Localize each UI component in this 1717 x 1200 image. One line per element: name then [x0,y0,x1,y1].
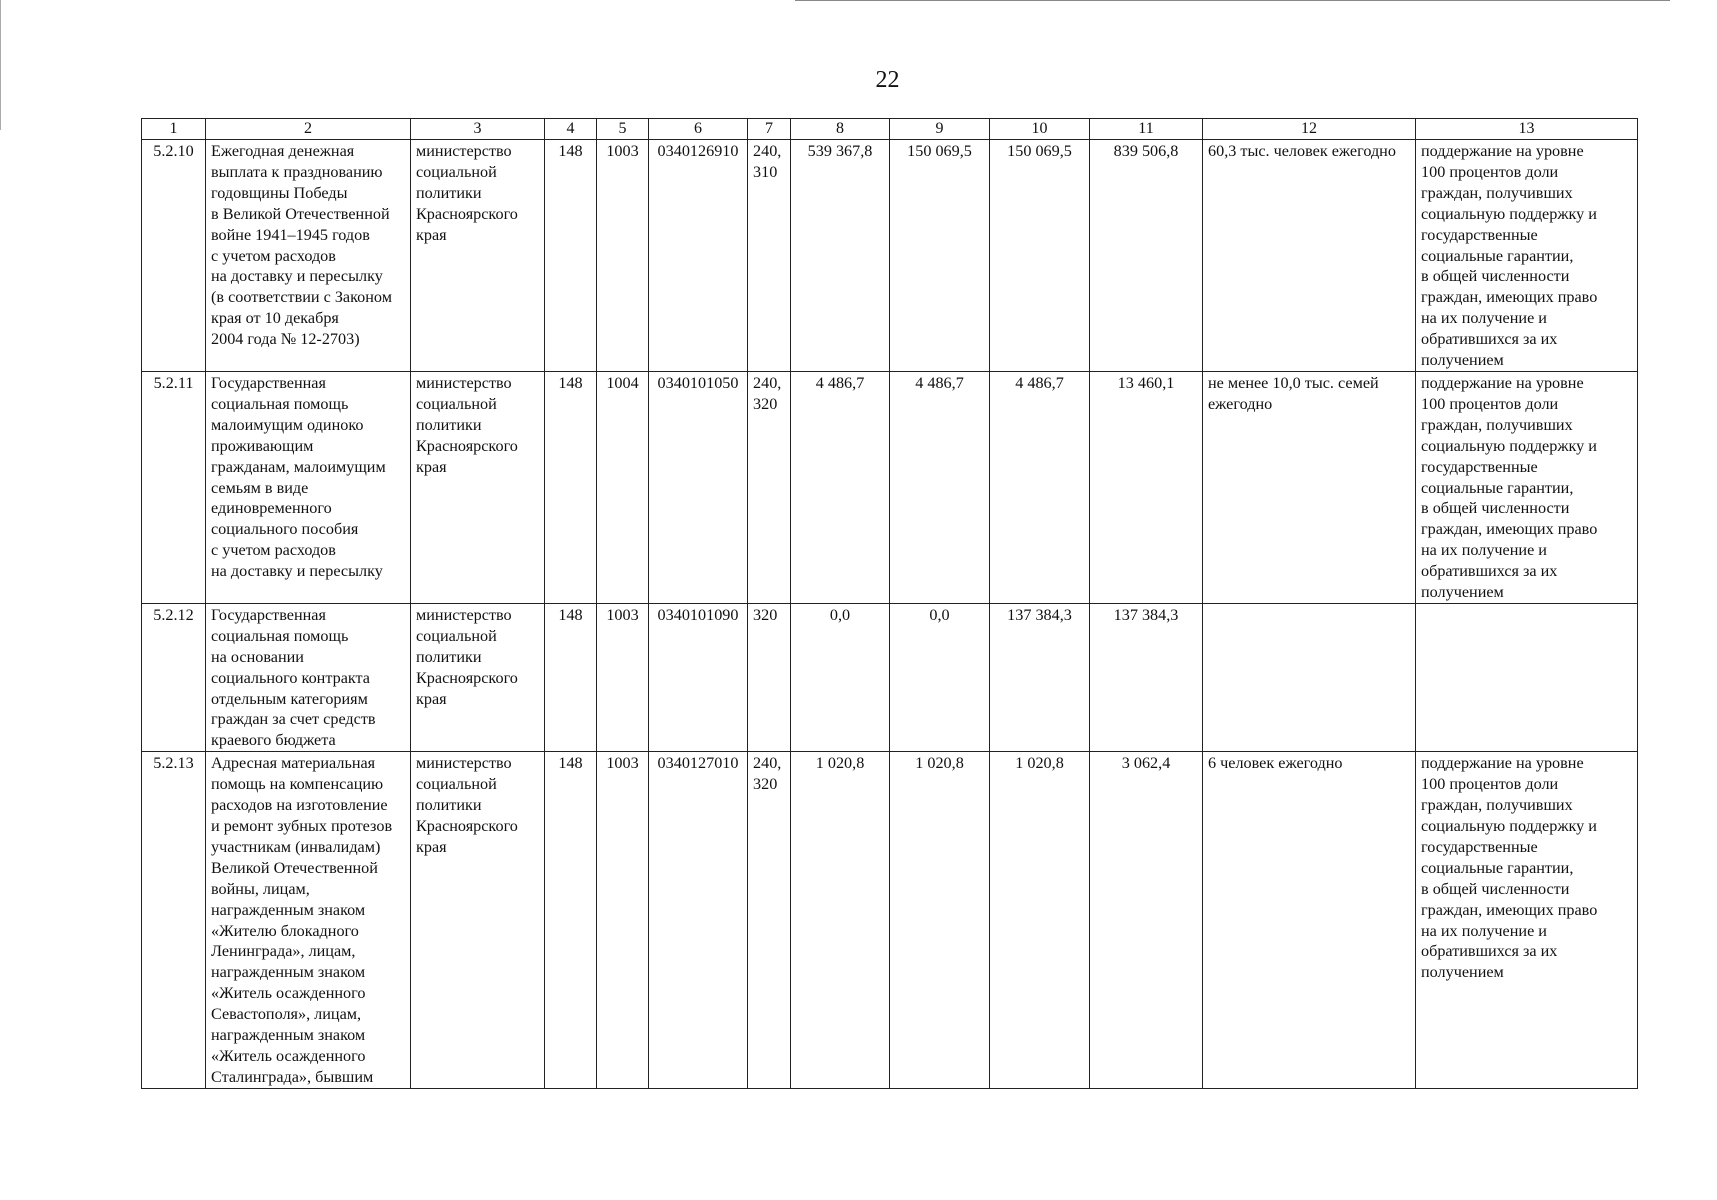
column-number-11: 11 [1090,119,1203,140]
grbs-code: 148 [545,371,597,603]
grbs-code: 148 [545,603,597,751]
scan-left-edge [0,0,4,130]
vr-code: 320 [748,603,791,751]
column-number-7: 7 [748,119,791,140]
amount-total: 3 062,4 [1090,752,1203,1089]
rzpr-code: 1004 [597,371,649,603]
table-row [142,603,1638,751]
column-number-1: 1 [142,119,206,140]
row-id: 5.2.11 [142,371,206,603]
expected-result: 6 человек ежегодно [1203,752,1416,1089]
amount-year-2: 1 020,8 [890,752,990,1089]
grbs-code: 148 [545,140,597,372]
amount-year-3: 150 069,5 [990,140,1090,372]
amount-year-1: 0,0 [791,603,890,751]
amount-total: 137 384,3 [1090,603,1203,751]
vr-code: 240, 320 [748,752,791,1089]
row-id: 5.2.10 [142,140,206,372]
row-id: 5.2.13 [142,752,206,1089]
amount-year-3: 1 020,8 [990,752,1090,1089]
goal-indicator: поддержание на уровне 100 процентов доли граждан, получивших социальную поддержку и государственные социальные гарантии, в общей численности граждан, имеющих право на их получение и обратившихся за их получением [1416,371,1638,603]
rzpr-code: 1003 [597,752,649,1089]
page-number: 22 [875,67,900,93]
column-number-3: 3 [411,119,545,140]
amount-year-2: 150 069,5 [890,140,990,372]
amount-total: 839 506,8 [1090,140,1203,372]
goal-indicator: поддержание на уровне 100 процентов доли граждан, получивших социальную поддержку и государственные социальные гарантии, в общей численности граждан, имеющих право на их получение и обратившихся за их получением [1416,140,1638,372]
table-header-row [142,119,1638,140]
csr-code: 0340127010 [649,752,748,1089]
rzpr-code: 1003 [597,140,649,372]
executor: министерство социальной политики Красноярского края [411,752,545,1089]
executor: министерство социальной политики Красноярского края [411,140,545,372]
measure-name: Государственная социальная помощь малоимущим одиноко проживающим гражданам, малоимущим семьям в виде единовременного социального пособия с учетом расходов на доставку и пересылку [206,371,411,603]
rzpr-code: 1003 [597,603,649,751]
executor: министерство социальной политики Красноярского края [411,603,545,751]
amount-year-3: 4 486,7 [990,371,1090,603]
column-number-9: 9 [890,119,990,140]
csr-code: 0340126910 [649,140,748,372]
expected-result: 60,3 тыс. человек ежегодно [1203,140,1416,372]
amount-year-3: 137 384,3 [990,603,1090,751]
column-number-13: 13 [1416,119,1638,140]
column-number-8: 8 [791,119,890,140]
budget-table [141,118,1638,1089]
table-row [142,371,1638,603]
amount-year-1: 539 367,8 [791,140,890,372]
measure-name: Адресная материальная помощь на компенсацию расходов на изготовление и ремонт зубных протезов участникам (инвалидам) Великой Отечественной войны, лицам, награжденным знаком «Жителю блокадного Ленинграда», лицам, награжденным знаком «Житель осажденного Севастополя», лицам, награжденным знаком «Житель осажденного Сталинграда», бывшим [206,752,411,1089]
column-number-5: 5 [597,119,649,140]
executor: министерство социальной политики Красноярского края [411,371,545,603]
goal-indicator: поддержание на уровне 100 процентов доли граждан, получивших социальную поддержку и государственные социальные гарантии, в общей численности граждан, имеющих право на их получение и обратившихся за их получением [1416,752,1638,1089]
expected-result: не менее 10,0 тыс. семей ежегодно [1203,371,1416,603]
csr-code: 0340101090 [649,603,748,751]
amount-total: 13 460,1 [1090,371,1203,603]
vr-code: 240, 310 [748,140,791,372]
row-id: 5.2.12 [142,603,206,751]
amount-year-1: 4 486,7 [791,371,890,603]
table-row [142,752,1638,1089]
amount-year-1: 1 020,8 [791,752,890,1089]
measure-name: Государственная социальная помощь на основании социального контракта отдельным категориям граждан за счет средств краевого бюджета [206,603,411,751]
table-row [142,140,1638,372]
goal-indicator [1416,603,1638,751]
column-number-10: 10 [990,119,1090,140]
column-number-6: 6 [649,119,748,140]
amount-year-2: 4 486,7 [890,371,990,603]
amount-year-2: 0,0 [890,603,990,751]
grbs-code: 148 [545,752,597,1089]
csr-code: 0340101050 [649,371,748,603]
measure-name: Ежегодная денежная выплата к празднованию годовщины Победы в Великой Отечественной войне 1941–1945 годов с учетом расходов на доставку и пересылку (в соответствии с Законом края от 10 декабря 2004 года № 12-2703) [206,140,411,372]
vr-code: 240, 320 [748,371,791,603]
column-number-4: 4 [545,119,597,140]
column-number-2: 2 [206,119,411,140]
scan-top-rule [795,0,1670,3]
expected-result [1203,603,1416,751]
column-number-12: 12 [1203,119,1416,140]
